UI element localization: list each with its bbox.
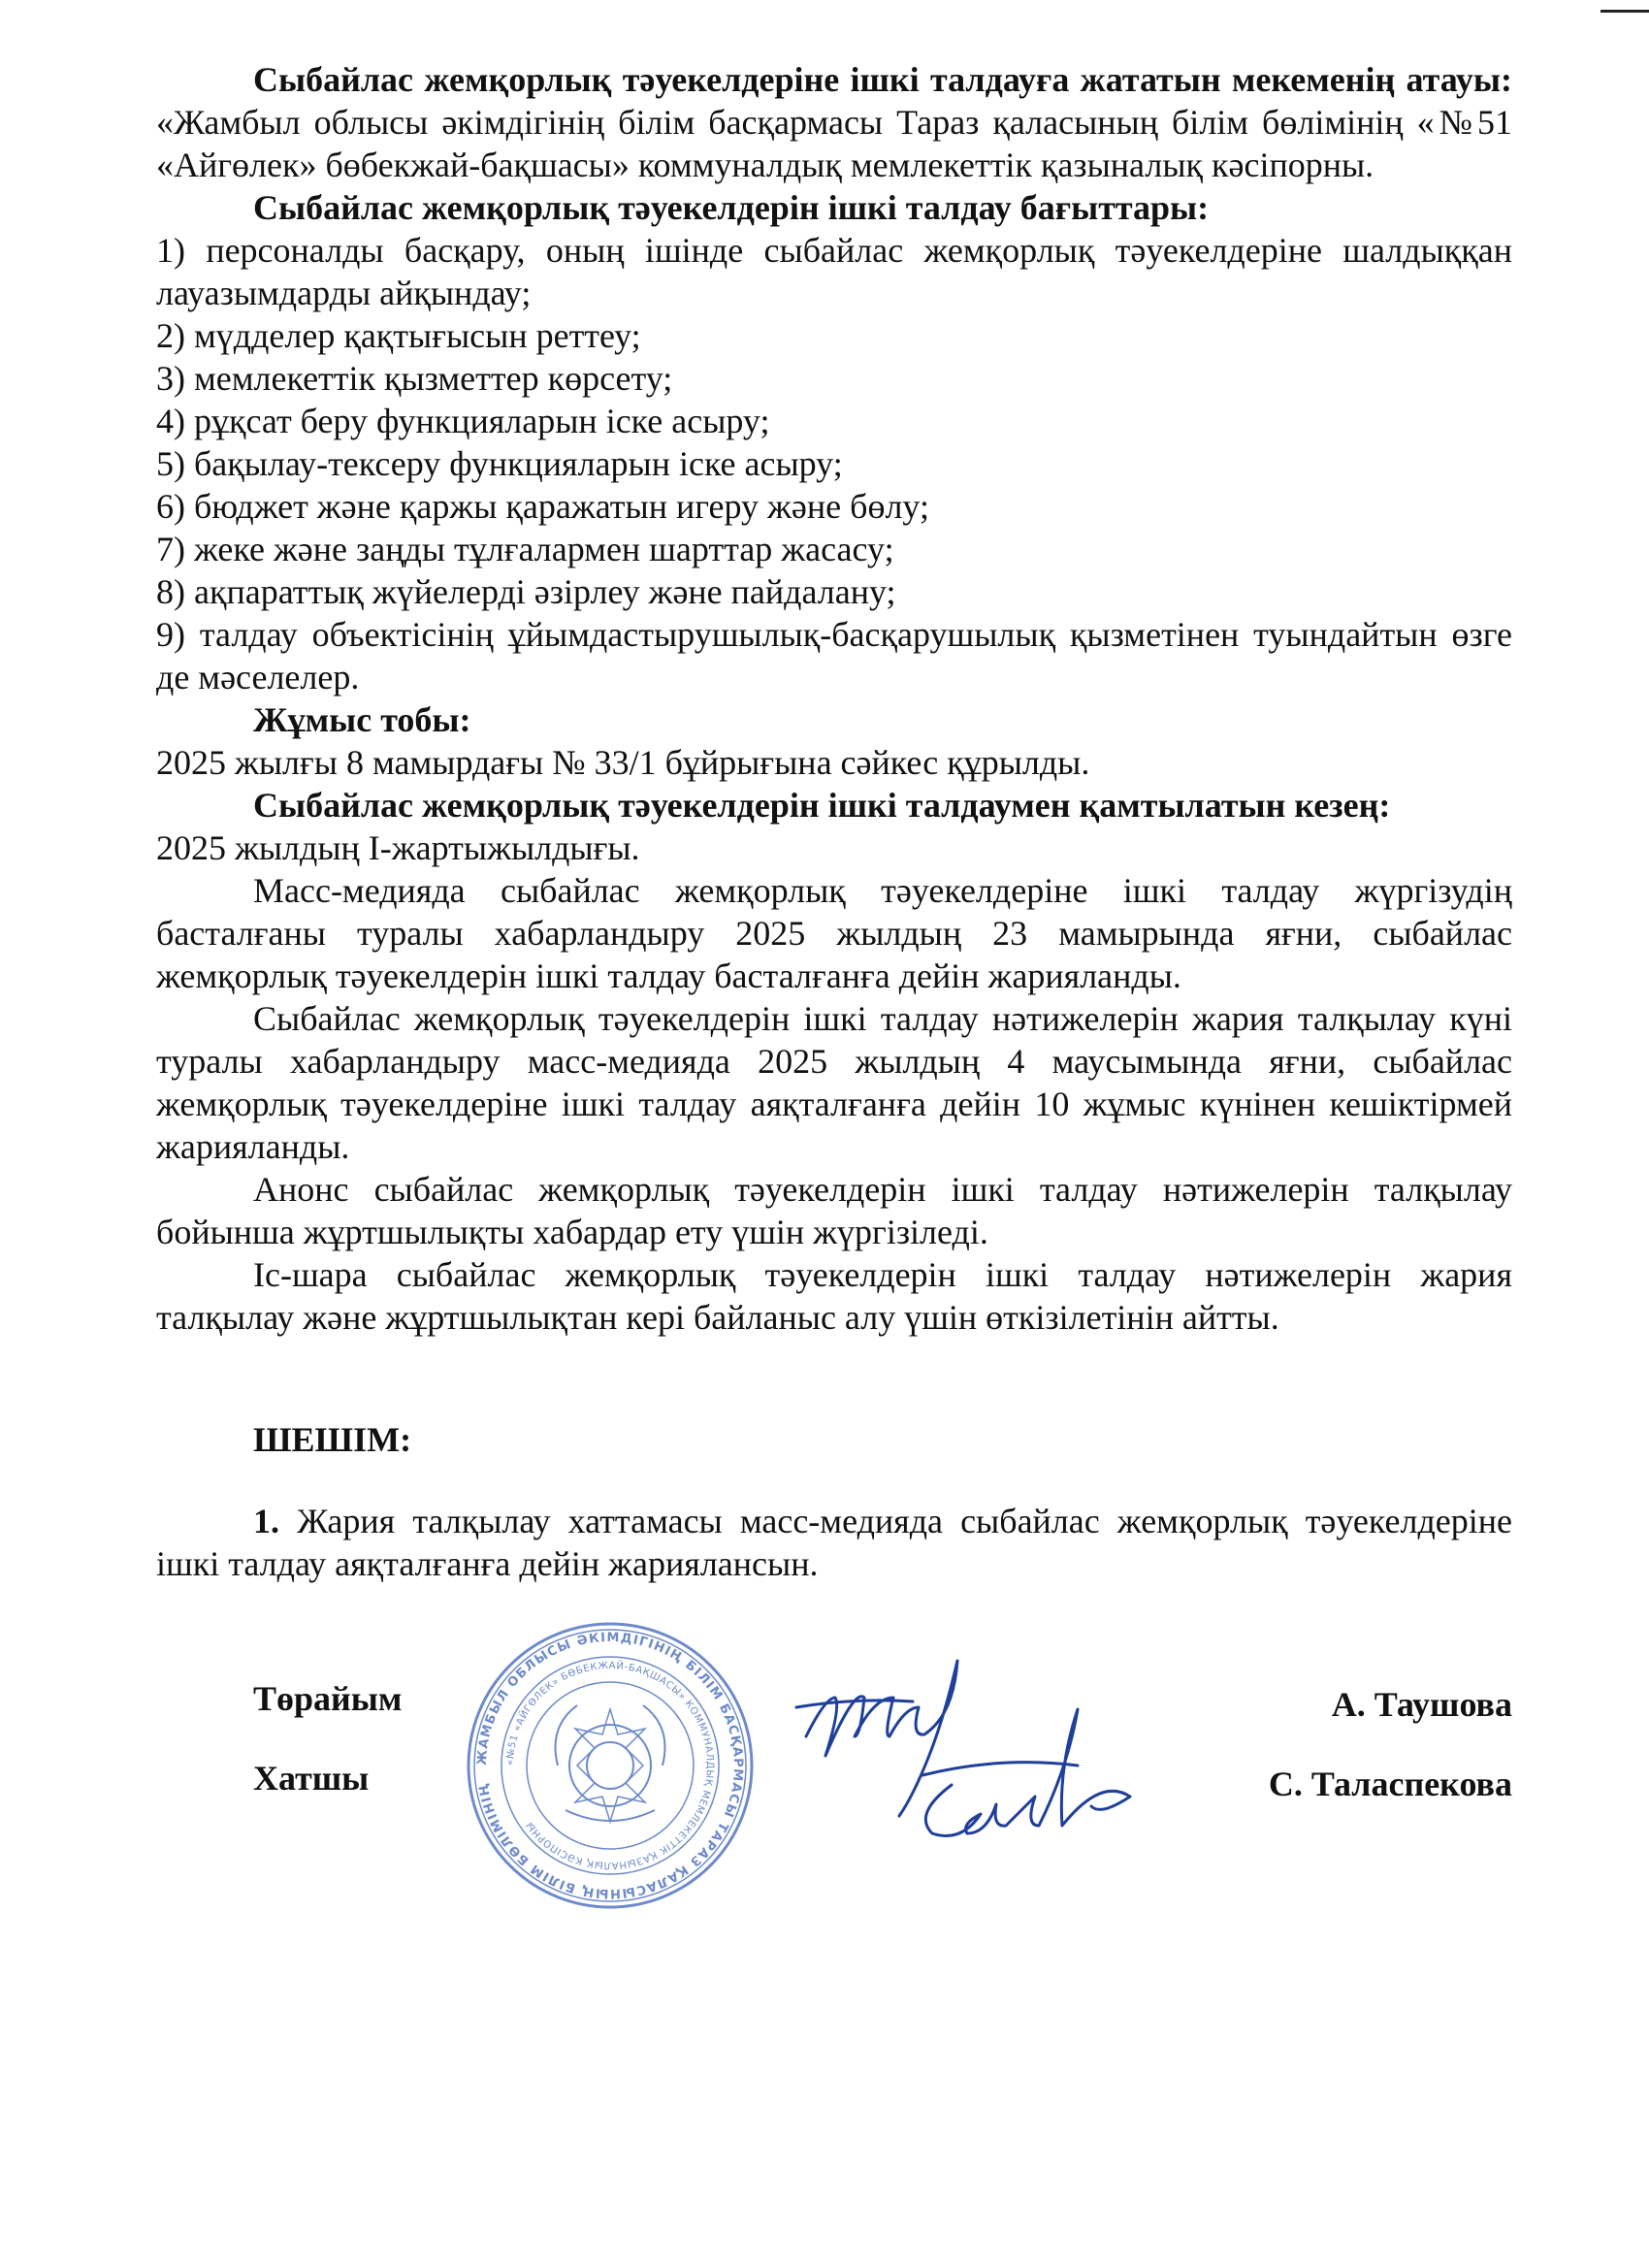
chair-name: А. Таушова bbox=[1331, 1685, 1512, 1724]
secretary-name: С. Таласпекова bbox=[1268, 1765, 1512, 1803]
decision-number: 1. bbox=[253, 1502, 279, 1540]
body-paragraph: Анонс сыбайлас жемқорлық тәуекелдерін ішкі талдау нәтижелерін талқылау бойынша жұртшылықты хабардар ету үшін жүргізіледі. bbox=[156, 1170, 1512, 1251]
working-group-text: 2025 жылғы 8 мамырдағы № 33/1 бұйрығына сәйкес құрылды. bbox=[156, 743, 1090, 782]
period-heading: Сыбайлас жемқорлық тәуекелдерін ішкі талдаумен қамтылатын кезең: bbox=[253, 786, 1391, 825]
secretary-role: Хатшы bbox=[253, 1759, 370, 1798]
handwritten-signatures bbox=[777, 1630, 1281, 1863]
document-page bbox=[156, 58, 1512, 1930]
seal-inner-text: «№51 «АЙГӨЛЕК» БӨБЕКЖАЙ-БАҚШАСЫ» КОММУНАЛДЫҚ МЕМЛЕКЕТТІК ҚАЗЫНАЛЫҚ КӘСІПОРНЫ bbox=[504, 1660, 716, 1871]
direction-item: 5) бақылау-тексеру функцияларын іске асыру; bbox=[156, 444, 843, 483]
direction-item: 2) мүдделер қақтығысын реттеу; bbox=[156, 316, 641, 355]
chair-signature-icon bbox=[806, 1661, 957, 1816]
secretary-signature-icon bbox=[925, 1709, 1130, 1836]
direction-item: 4) рұқсат беру функцияларын іске асыру; bbox=[156, 402, 770, 440]
body-paragraph: Масс-медияда сыбайлас жемқорлық тәуекелдеріне ішкі талдау жүргізудің басталғаны туралы хабарландыру 2025 жылдың 23 мамырында яғни, сыбайлас жемқорлық тәуекелдерін ішкі талдау басталғанға дейін жарияланды. bbox=[156, 871, 1512, 995]
decision-text: Жария талқылау хаттамасы масс-медияда сыбайлас жемқорлық тәуекелдеріне ішкі талдау аяқталғанға дейін жариялансын. bbox=[156, 1502, 1512, 1583]
direction-item: 1) персоналды басқару, оның ішінде сыбайлас жемқорлық тәуекелдеріне шалдыққан лауазымдарды айқындау; bbox=[156, 231, 1512, 312]
decision-item bbox=[156, 1500, 1512, 1585]
body-paragraph: Сыбайлас жемқорлық тәуекелдерін ішкі талдау нәтижелерін жария талқылау күні туралы хабарландыру масс-медияда 2025 жылдың 4 маусымында яғни, сыбайлас жемқорлық тәуекелдеріне ішкі талдау аяқталғанға дейін 10 жұмыс күнінен кешіктірмей жарияланды. bbox=[156, 999, 1512, 1166]
direction-item: 9) талдау объектісінің ұйымдастырушылық-басқарушылық қызметінен туындайтын өзге де мәселелер. bbox=[156, 615, 1512, 697]
corner-mark bbox=[1600, 10, 1649, 13]
direction-item: 7) жеке және заңды тұлғалармен шарттар жасасу; bbox=[156, 530, 894, 568]
body-paragraph: Іс-шара сыбайлас жемқорлық тәуекелдерін ішкі талдау нәтижелерін жария талқылау және жұртшылықтан кері байланыс алу үшін өткізілетінін айтты. bbox=[156, 1255, 1512, 1337]
seal-outer-text: ЖАМБЫЛ ОБЛЫСЫ ӘКІМДІГІНІҢ БІЛІМ БАСҚАРМАСЫ ТАРАЗ ҚАЛАСЫНЫҢ БІЛІМ БӨЛІМІНІҢ bbox=[474, 1630, 746, 1901]
svg-text:«№51 «АЙГӨЛЕК» БӨБЕКЖАЙ-БАҚШАС bbox=[505, 1659, 715, 1870]
intro-text: «Жамбыл облысы әкімдігінің білім басқармасы Тараз қаласының білім бөлімінің «№51 «Айгөлек» бөбекжай-бақшасы» коммуналдық мемлекеттік қазыналық кәсіпорны. bbox=[156, 103, 1512, 184]
directions-list bbox=[156, 229, 1512, 698]
intro-paragraph bbox=[156, 58, 1512, 186]
period-text: 2025 жылдың І-жартыжылдығы. bbox=[156, 828, 640, 867]
intro-heading: Сыбайлас жемқорлық тәуекелдеріне ішкі талдауға жататын мекеменің атауы: bbox=[253, 60, 1512, 99]
signature-block bbox=[156, 1630, 1512, 1930]
decision-heading: ШЕШІМ: bbox=[253, 1420, 412, 1459]
working-group-heading: Жұмыс тобы: bbox=[253, 700, 471, 739]
direction-item: 3) мемлекеттік қызметтер көрсету; bbox=[156, 359, 673, 398]
chair-role: Төрайым bbox=[253, 1679, 403, 1718]
direction-item: 8) ақпараттық жүйелерді әзірлеу және пайдалану; bbox=[156, 572, 896, 611]
direction-item: 6) бюджет және қаржы қаражатын игеру және бөлу; bbox=[156, 487, 929, 526]
official-seal-icon bbox=[465, 1620, 756, 1911]
directions-heading: Сыбайлас жемқорлық тәуекелдерін ішкі талдау бағыттары: bbox=[253, 188, 1210, 227]
